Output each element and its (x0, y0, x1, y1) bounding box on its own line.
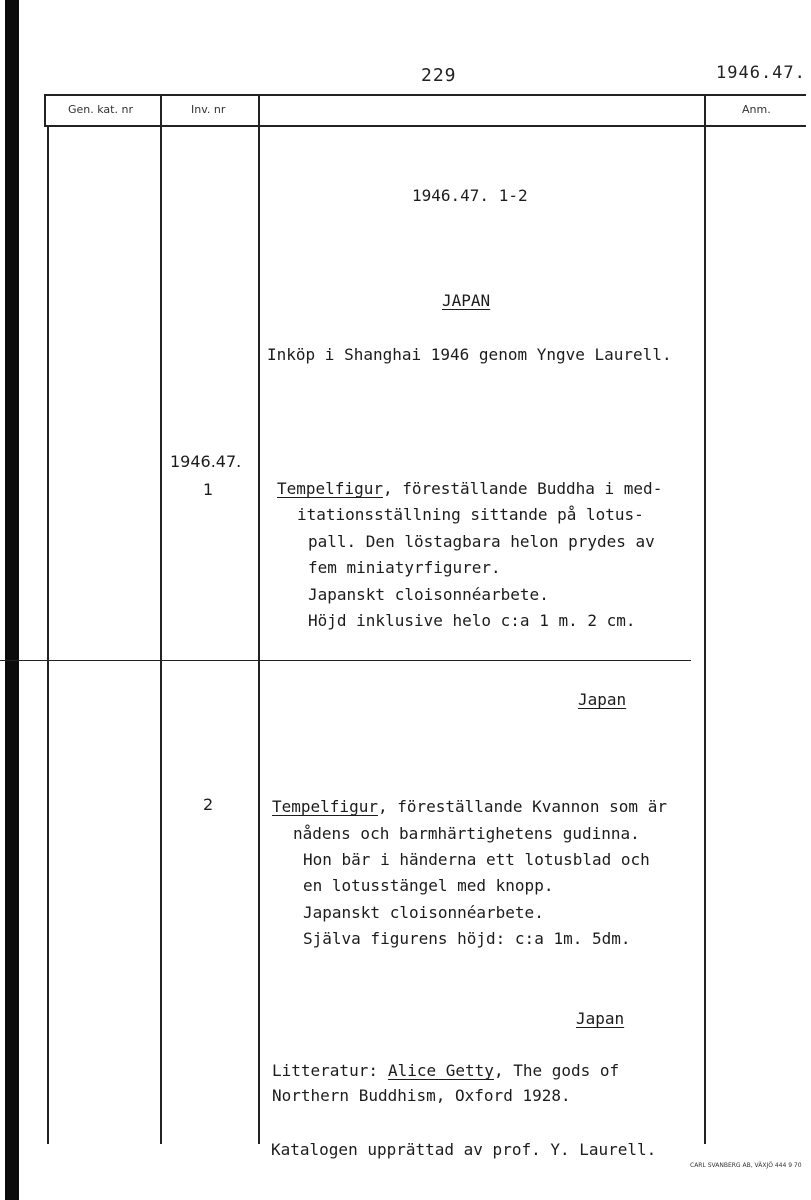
catalog-range: 1946.47. 1-2 (412, 186, 528, 205)
column-divider-text (258, 94, 260, 1144)
entry2-line-3: en lotusstängel med knopp. (303, 876, 554, 895)
entry2-term: Tempelfigur (272, 797, 378, 816)
entry1-line-3: fem miniatyrfigurer. (308, 558, 501, 577)
column-header-anm: Anm. (742, 103, 771, 116)
table-left-border (44, 94, 46, 126)
table-top-rule (44, 94, 806, 96)
entry1-line-1: itationsställning sittande på lotus- (297, 505, 644, 524)
page-number: 229 (421, 65, 457, 86)
entry2-line-4: Japanskt cloisonnéarbete. (303, 903, 544, 922)
inventory-number-2: 2 (203, 795, 214, 814)
entry2-origin: Japan (576, 1009, 625, 1028)
cataloguer-note: Katalogen upprättad av prof. Y. Laurell. (271, 1140, 657, 1159)
literature-line-2: Northern Buddhism, Oxford 1928. (272, 1086, 571, 1105)
inventory-number-1: 1 (203, 480, 214, 499)
column-divider-gen (47, 126, 49, 1144)
entry1-line-4: Japanskt cloisonnéarbete. (308, 585, 549, 604)
printer-mark: CARL SVANBERG AB, VÄXJÖ 444 9 70 (690, 1162, 802, 1169)
literature-line-1 (272, 1061, 619, 1080)
country-heading: JAPAN (442, 291, 491, 310)
inventory-prefix: 1946.47. (170, 452, 242, 471)
entry2-line-5: Själva figurens höjd: c:a 1m. 5dm. (303, 929, 631, 948)
entry1-line-0 (277, 479, 662, 498)
entry2-first-line-rest: , föreställande Kvannon som är (377, 797, 667, 816)
column-header-inv-nr: Inv. nr (191, 103, 226, 116)
entry1-line-5: Höjd inklusive helo c:a 1 m. 2 cm. (308, 611, 636, 630)
entry1-first-line-rest: , föreställande Buddha i med- (382, 479, 663, 498)
column-header-gen-kat-nr: Gen. kat. nr (68, 103, 133, 116)
acquisition-note: Inköp i Shanghai 1946 genom Yngve Laurell. (267, 345, 672, 364)
header-bottom-rule (44, 125, 806, 127)
row-separator (0, 660, 691, 661)
entry1-term: Tempelfigur (277, 479, 383, 498)
entry1-line-2: pall. Den löstagbara helon prydes av (308, 532, 655, 551)
catalog-number-header: 1946.47. (716, 63, 806, 83)
entry1-origin: Japan (578, 690, 627, 709)
entry2-line-1: nådens och barmhärtighetens gudinna. (293, 824, 640, 843)
column-divider-anm (704, 94, 706, 1144)
entry2-line-0 (272, 797, 667, 816)
literature-line1-rest: , The gods of (493, 1061, 620, 1080)
literature-label: Litteratur: (272, 1061, 378, 1080)
literature-author: Alice Getty (387, 1061, 494, 1080)
column-divider-inv (160, 94, 162, 1144)
entry2-line-2: Hon bär i händerna ett lotusblad och (303, 850, 650, 869)
binding-edge (5, 0, 19, 1200)
